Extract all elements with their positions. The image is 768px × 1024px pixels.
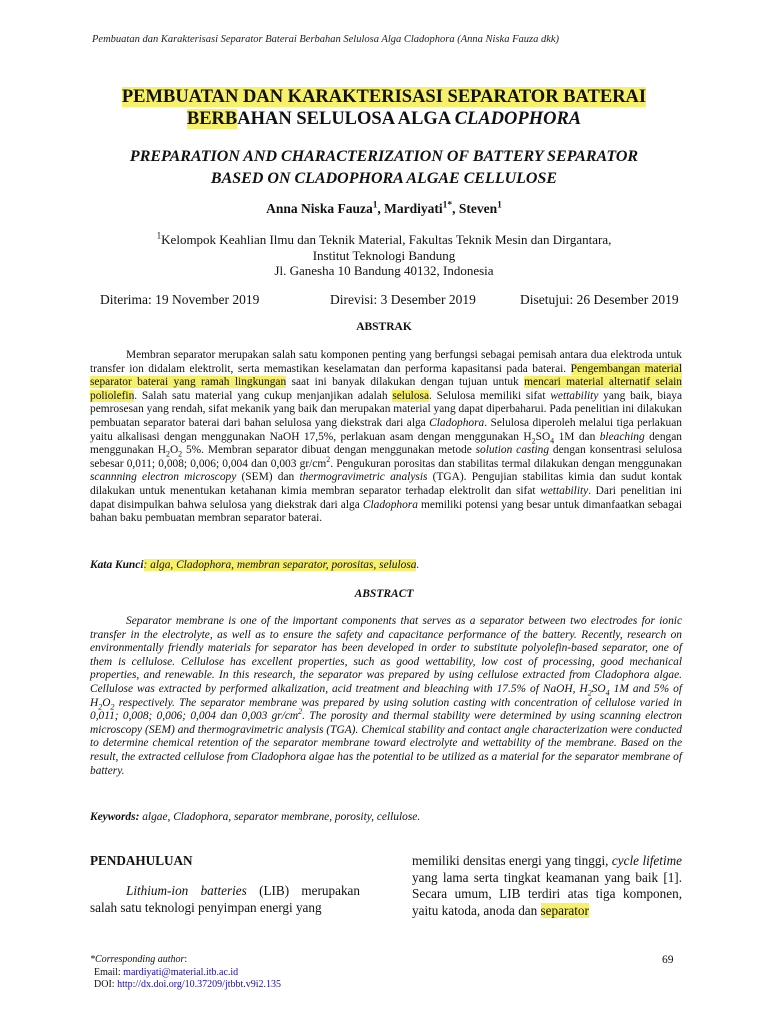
intro-left-column: Lithium-ion batteries (LIB) merupakan salah satu teknologi penyimpan energi yang	[90, 883, 360, 915]
date-revised: Direvisi: 3 Desember 2019	[330, 292, 476, 307]
keywords: Keywords: algae, Cladophora, separator membrane, porosity, cellulose.	[90, 811, 421, 823]
pendahuluan-heading: PENDAHULUAN	[90, 853, 193, 868]
doi-link[interactable]: http://dx.doi.org/10.37209/jtbbt.v9i2.135	[117, 979, 282, 990]
title-english: PREPARATION AND CHARACTERIZATION OF BATTERY SEPARATOR BASED ON CLADOPHORA ALGAE CELLULOSE	[129, 148, 639, 187]
corresponding-author-note: *Corresponding author: Email: mardiyati@material.itb.ac.id DOI: http://dx.doi.org/10.37209/jtbbt.v9i2.135	[90, 954, 282, 990]
title-indonesian: PEMBUATAN DAN KARAKTERISASI SEPARATOR BATERAI BERBAHAN SELULOSA ALGA CLADOPHORA	[121, 87, 647, 129]
page-number: 69	[662, 954, 674, 966]
email-link[interactable]: mardiyati@material.itb.ac.id	[123, 966, 239, 978]
title-id-line1: PEMBUATAN DAN KARAKTERISASI SEPARATOR BATERAI	[121, 87, 647, 107]
affiliation: $^1$Kelompok Keahlian Ilmu dan Teknik Material, Fakultas Teknik Mesin dan Dirgantara, Institut Teknologi Bandung Jl. Ganesha 10 Bandung 40132, Indonesia	[156, 230, 612, 278]
date-accepted: Disetujui: 26 Desember 2019	[520, 292, 679, 307]
author-list: Anna Niska Fauza$^1$, Mardiyati$^{1*}$, Steven$^1$	[266, 200, 502, 216]
abstrak-body: Membran separator merupakan salah satu komponen penting yang berfungsi sebagai pemisah antara dua elektroda untuk transfer ion didalam elektrolit, serta memastikan keselamatan dan performa kapasitansi pada baterai. Pengembangan material separator baterai yang ramah lingkungan saat ini banyak dilakukan dengan tujuan untuk mencari material alternatif selain poliolefin. Salah satu material yang cukup menjanjikan adalah selulosa. Selulosa memiliki sifat wettability yang baik, biaya pemrosesan yang rendah, sifat mekanik yang baik dan merupakan material yang dapat diperbaharui. Pada penelitian ini dilakukan pembuatan separator baterai dari bahan selulosa yang diekstrak dari alga Cladophora. Selulosa diperoleh melalui tiga perlakuan yaitu alkalisasi dengan menggunakan NaOH 17,5%, perlakuan asam dengan menggunakan $H_2SO_4$ 1M dan bleaching dengan menggunakan $H_2O_2$ 5%. Membran separator dibuat dengan menggunakan metode solution casting dengan konsentrasi selulosa sebesar 0,011; 0,008; 0,006; 0,004 dan 0,003 $gr/cm^2$. Pengukuran porositas dan stabilitas termal dilakukan dengan menggunakan scannning electron microscopy (SEM) dan thermogravimetric analysis (TGA). Pengujian stabilitas kimia dan sudut kontak dilakukan untuk menentukan ketahanan kimia membran separator terhadap elektrolit dan sifat wettability. Dari penelitian ini dapat disimpulkan bahwa selulosa yang diekstrak dari alga Cladophora memiliki potensi yang besar untuk dimanfaatkan sebagai bahan baku pembuatan membran separator baterai.	[90, 349, 683, 525]
abstract-heading: ABSTRACT	[354, 588, 414, 600]
intro-right-column: memiliki densitas energi yang tinggi, cycle lifetime yang lama serta tingkat keamanan yang baik [1]. Secara umum, LIB terdiri atas tiga komponen, yaitu katoda, anoda dan separator	[412, 853, 682, 918]
abstrak-heading: ABSTRAK	[356, 321, 412, 333]
date-received: Diterima: 19 November 2019	[100, 292, 260, 307]
abstract-body: Separator membrane is one of the important components that serves as a separator between two electrodes for ionic transfer in the electrolyte, as well as to ensure the safety and capacitance performance of the battery. Recently, research on environmentally friendly materials for separator has been developed in order to substitute polyolefin-based separator, one of them is cellulose. Cellulose has excellent properties, such as good wettability, low cost of processing, good mechanical properties, and renewable. In this research, the separator was prepared by using cellulose extracted from Cladophora algae. Cellulose was extracted by performed alkalization, acid treatment and bleaching with 17.5% of NaOH, $H_2SO_4$ 1M and 5% of $H_2O_2$ respectively. The separator membrane was prepared by using solution casting with concentration of cellulose varied in 0,011; 0,008; 0,006; 0,004 dan 0,003 $gr/cm^2$. The porosity and thermal stability were determined by using scanning electron microscopy (SEM) and thermogravimetric analysis (TGA). Chemical stability and contact angle characterization were conducted to determine chemical retention of the separator membrane toward electrolyte and wettability of the membrane. Based on the result, the extracted cellulose from Cladophora algae has the potential to be utilized as a material for the separator membrane of battery.	[90, 615, 682, 777]
kata-kunci: Kata Kunci: alga, Cladophora, membran separator, porositas, selulosa.	[90, 559, 420, 571]
running-header: Pembuatan dan Karakterisasi Separator Baterai Berbahan Selulosa Alga Cladophora (Anna Niska Fauza dkk)	[92, 34, 560, 45]
